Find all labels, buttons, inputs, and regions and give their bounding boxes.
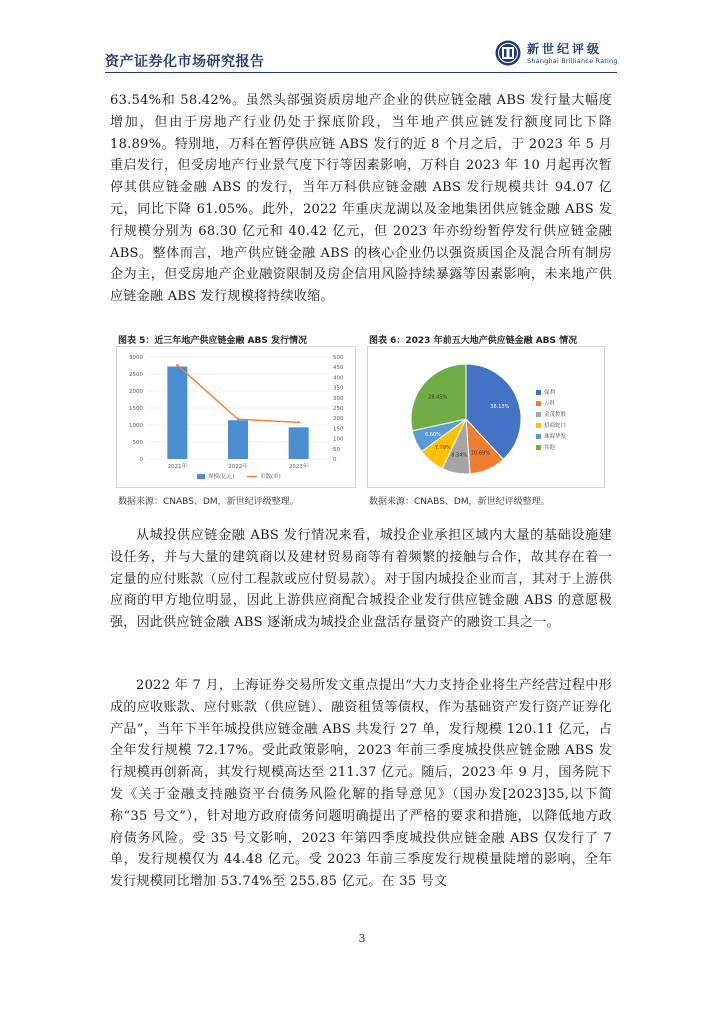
- bar: [228, 420, 248, 459]
- y-left-tick: 3000: [129, 355, 143, 361]
- figure5-title: 图表 5：近三年地产供应链金融 ABS 发行情况: [118, 336, 307, 346]
- line-point: [176, 364, 178, 366]
- figure5-source: 数据来源：CNABS、DM，新世纪评级整理。: [118, 497, 299, 507]
- bar: [289, 427, 309, 459]
- brilliance-rating-emblem-icon: [494, 39, 522, 67]
- x-tick-label: 2023年: [288, 464, 309, 470]
- legend-swatch: [536, 434, 541, 439]
- figure5-chart: [116, 346, 356, 488]
- report-title: 资产证券化市场研究报告: [105, 54, 265, 70]
- line-point: [237, 418, 239, 420]
- figure6-source: 数据来源：CNABS、DM，新世纪评级整理。: [369, 497, 550, 507]
- y-right-tick: 150: [333, 426, 344, 433]
- page-number: 3: [358, 932, 366, 945]
- pie-data-label: 7.79%: [434, 444, 451, 451]
- paragraph-policy-impact: 2022 年 7 月，上海证券交易所发文重点提出“大力支持企业将生产经营过程中形成的应收账款、应付账款（供应链）、融资租赁等债权，作为基础资产发行资产证券化产品”，当年下半年城投供应链金融 ABS 共发行 27 单，发行规模 120.11 亿元，占全年发行规模 72.17%。受此政策影响，2023 年前三季度城投供应链金融 ABS 发行规模再创新高，其发行规模高达至 211.37 亿元。随后，2023 年 9 月，国务院下发《关于金融支持融资平台债务风险化解的指导意见》（国办发[2023]35,以下简称“35 号文”），针对地方政府债务问题明确提出了严格的要求和措施，以降低地方政府债务风险。受 35 号文影响，2023 年第四季度城投供应链金融 ABS 仅发行了 7 单，发行规模仅为 44.48 亿元。受 2023 年前三季度发行规模量陡增的影响，全年发行规模同比增加 53.74%至 255.85 亿元。在 35 号文: [110, 678, 612, 890]
- y-right-tick: 0: [333, 457, 337, 463]
- bar: [167, 367, 187, 459]
- legend-swatch: [536, 445, 541, 450]
- brand-logo: [494, 39, 618, 69]
- y-right-tick: 250: [333, 406, 344, 412]
- line-point: [297, 421, 299, 423]
- logo-english-name: Shanghai Brilliance Rating: [527, 57, 618, 65]
- pie-data-label: 38.13%: [490, 403, 510, 410]
- legend-bar-label: 规模(亿元): [208, 474, 235, 480]
- y-left-tick: 1500: [129, 406, 143, 412]
- legend-label: 金茂控股: [544, 412, 567, 418]
- y-left-tick: 1000: [129, 423, 143, 429]
- y-right-tick: 450: [333, 365, 344, 372]
- y-right-tick: 100: [333, 436, 344, 443]
- figure6-title: 图表 6：2023 年前五大地产供应链金融 ABS 情况: [369, 336, 578, 346]
- legend-swatch: [536, 390, 541, 395]
- y-right-tick: 200: [333, 416, 344, 423]
- x-tick-label: 2021年: [167, 464, 188, 470]
- logo-chinese-name: 新世纪评级: [527, 42, 603, 56]
- paragraph-chengtou-supply-chain: 从城投供应链金融 ABS 发行情况来看，城投企业承担区域内大量的基础设施建设任务，并与大量的建筑商以及建材贸易商等有着频繁的接触与合作，故其存在着一定量的应付账款（应付工程款或应付贸易款）。对于国内城投企业而言，其对于上游供应商的甲方地位明显，因此上游供应商配合城投企业发行供应链金融 ABS 的意愿极强，因此供应链金融 ABS 逐渐成为城投企业盘活存量资产的融资工具之一。: [110, 528, 612, 631]
- pie-data-label: 28.45%: [428, 394, 448, 401]
- pie-chart: [368, 347, 604, 487]
- y-left-tick: 500: [132, 440, 143, 446]
- y-right-tick: 350: [333, 385, 344, 392]
- legend-bar-swatch: [197, 474, 205, 479]
- page-header: [105, 38, 617, 73]
- y-left-tick: 0: [139, 457, 143, 463]
- y-right-tick: 400: [333, 375, 344, 382]
- pie-data-label: 8.34%: [451, 452, 468, 459]
- legend-label: 珠海华发: [544, 434, 567, 440]
- y-right-tick: 50: [333, 446, 340, 453]
- legend-swatch: [536, 423, 541, 428]
- legend-line-label: 单数(单): [260, 474, 281, 480]
- legend-swatch: [536, 401, 541, 406]
- legend-swatch: [536, 412, 541, 417]
- paragraph-real-estate-supply-chain: 63.54%和 58.42%。虽然头部强资质房地产企业的供应链金融 ABS 发行量大幅度增加，但由于房地产行业仍处于探底阶段，当年地产供应链发行额度同比下降 18.89%。特别地，万科在暂停供应链 ABS 发行的近 8 个月之后，于 2023 年 5 月重启发行，但受房地产行业景气度下行等因素影响，万科自 2023 年 10 月起再次暂停其供应链金融 ABS 的发行，当年万科供应链金融 ABS 发行规模共计 94.07 亿元，同比下降 61.05%。此外，2022 年重庆龙湖以及金地集团供应链金融 ABS 发行规模分别为 68.30 亿元和 40.42 亿元，但 2023 年亦纷纷暂停发行供应链金融 ABS。整体而言，地产供应链金融 ABS 的核心企业仍以强资质国企及混合所有制房企为主，但受房地产企业融资限制及房企信用风险持续暴露等因素影响，未来地产供应链金融 ABS 发行规模将持续收缩。: [110, 93, 612, 305]
- legend-label: 保利: [544, 390, 556, 396]
- pie-data-label: 6.60%: [424, 431, 441, 438]
- bar-line-chart: [117, 347, 355, 487]
- y-right-tick: 300: [333, 395, 344, 402]
- y-left-tick: 2000: [129, 389, 143, 395]
- y-left-tick: 2500: [129, 372, 143, 378]
- x-tick-label: 2022年: [228, 464, 248, 470]
- pie-data-label: 10.69%: [470, 450, 491, 457]
- figure6-chart: [367, 346, 605, 488]
- legend-label: 招商蛇口: [544, 423, 567, 429]
- legend-label: 其他: [544, 445, 556, 451]
- y-right-tick: 500: [333, 355, 344, 361]
- legend-label: 万科: [544, 401, 556, 407]
